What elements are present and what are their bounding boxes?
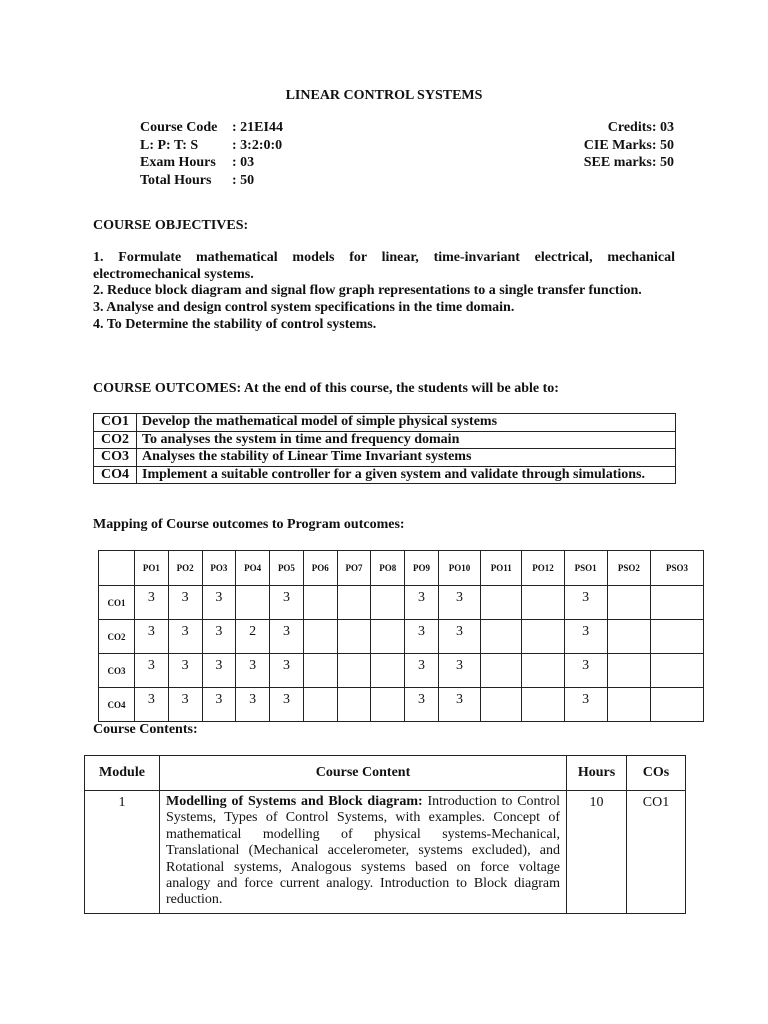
mapping-cell: 3	[564, 586, 607, 620]
mapping-row	[99, 586, 704, 620]
mapping-cell	[303, 586, 337, 620]
hours-header: Hours	[567, 756, 627, 791]
mapping-cell	[236, 586, 270, 620]
mapping-header-cell: PO8	[371, 551, 405, 586]
mapping-header-cell: PO7	[337, 551, 371, 586]
contents-header-row	[85, 756, 686, 791]
info-value: : 50	[232, 172, 255, 188]
info-value: : 21EI44	[232, 120, 283, 135]
mapping-cell: 3	[270, 654, 304, 688]
mapping-cell: 3	[564, 620, 607, 654]
course-info-right	[584, 119, 674, 172]
mapping-cell	[522, 620, 564, 654]
mapping-cell	[651, 654, 704, 688]
objective-item: 1. Formulate mathematical models for linear, time-invariant electrical, mechanical electromechanical systems.	[93, 250, 675, 282]
mapping-row-label: CO4	[99, 688, 135, 722]
info-label: Total Hours	[140, 172, 212, 188]
mapping-header-cell: PSO2	[607, 551, 650, 586]
cie-marks-text: CIE Marks: 50	[583, 137, 674, 153]
mapping-cell: 3	[438, 688, 480, 722]
info-row-course-code	[140, 119, 283, 137]
mapping-cell	[651, 586, 704, 620]
mapping-cell	[481, 688, 522, 722]
mapping-heading: Mapping of Course outcomes to Program outcomes:	[93, 517, 405, 532]
outcome-code: CO2	[94, 431, 137, 449]
credits-text: Credits: 03	[607, 120, 674, 135]
mapping-header-cell: PSO3	[651, 551, 704, 586]
course-outcomes-table	[93, 413, 676, 484]
course-contents-table	[84, 755, 686, 914]
mapping-cell	[371, 688, 405, 722]
co-po-mapping-table	[98, 550, 704, 722]
outcome-code: CO3	[94, 449, 137, 467]
mapping-cell	[522, 688, 564, 722]
mapping-cell	[607, 586, 650, 620]
module-hours: 10	[567, 791, 627, 914]
mapping-cell	[303, 620, 337, 654]
mapping-cell: 3	[135, 654, 169, 688]
outcome-text: To analyses the system in time and frequency domain	[137, 431, 676, 449]
mapping-cell: 3	[270, 688, 304, 722]
mapping-header-cell: PO4	[236, 551, 270, 586]
mapping-cell	[607, 620, 650, 654]
contents-heading: Course Contents:	[93, 722, 198, 737]
mapping-cell: 3	[564, 688, 607, 722]
info-label: L: P: T: S	[140, 137, 199, 153]
mapping-header-cell: PO3	[202, 551, 236, 586]
mapping-cell: 3	[438, 654, 480, 688]
mapping-cell	[303, 688, 337, 722]
mapping-row	[99, 620, 704, 654]
mapping-cell: 3	[168, 688, 202, 722]
outcome-row	[94, 449, 676, 467]
mapping-cell: 3	[438, 586, 480, 620]
mapping-cell: 3	[168, 586, 202, 620]
mapping-header-cell: PO9	[405, 551, 439, 586]
outcome-row	[94, 466, 676, 484]
mapping-header-cell: PO12	[522, 551, 564, 586]
mapping-header-cell: PO5	[270, 551, 304, 586]
outcome-text: Analyses the stability of Linear Time Invariant systems	[137, 449, 676, 467]
mapping-cell	[371, 620, 405, 654]
outcome-row	[94, 414, 676, 432]
objective-item: 2. Reduce block diagram and signal flow graph representations to a single transfer function.	[93, 283, 642, 299]
mapping-header-cell: PO11	[481, 551, 522, 586]
info-label: Exam Hours	[140, 155, 216, 170]
mapping-cell: 3	[202, 586, 236, 620]
outcome-code: CO4	[94, 466, 137, 484]
mapping-cell: 3	[270, 586, 304, 620]
mapping-cell: 3	[202, 654, 236, 688]
mapping-cell: 3	[168, 620, 202, 654]
mapping-cell	[522, 654, 564, 688]
cos-header: COs	[627, 756, 686, 791]
mapping-header-cell: PSO1	[564, 551, 607, 586]
mapping-cell: 3	[202, 620, 236, 654]
module-content	[160, 791, 567, 914]
objectives-list	[93, 250, 675, 334]
mapping-row-label: CO2	[99, 620, 135, 654]
objective-item: 4. To Determine the stability of control systems.	[93, 316, 377, 332]
mapping-cell: 3	[270, 620, 304, 654]
info-row-exam-hours	[140, 154, 283, 172]
info-row-total-hours	[140, 172, 283, 190]
mapping-cell	[607, 688, 650, 722]
mapping-cell: 3	[135, 688, 169, 722]
mapping-cell	[371, 654, 405, 688]
mapping-cell	[371, 586, 405, 620]
module-cos: CO1	[627, 791, 686, 914]
mapping-cell: 3	[405, 620, 439, 654]
mapping-cell: 3	[438, 620, 480, 654]
mapping-cell	[337, 620, 371, 654]
mapping-cell	[481, 586, 522, 620]
mapping-cell	[522, 586, 564, 620]
course-title: LINEAR CONTROL SYSTEMS	[285, 88, 483, 103]
mapping-cell	[607, 654, 650, 688]
mapping-corner-cell	[99, 551, 135, 586]
module-content-title: Modelling of Systems and Block diagram:	[166, 794, 423, 809]
mapping-row-label: CO3	[99, 654, 135, 688]
outcome-text: Implement a suitable controller for a given system and validate through simulations.	[137, 466, 676, 484]
mapping-row-label: CO1	[99, 586, 135, 620]
outcome-text: Develop the mathematical model of simple physical systems	[137, 414, 676, 432]
mapping-header-cell: PO2	[168, 551, 202, 586]
see-marks-text: SEE marks: 50	[583, 155, 674, 170]
info-label: Course Code	[140, 120, 218, 135]
mapping-header-cell: PO1	[135, 551, 169, 586]
mapping-cell: 3	[202, 688, 236, 722]
mapping-cell: 3	[236, 688, 270, 722]
mapping-cell: 3	[564, 654, 607, 688]
content-header: Course Content	[160, 756, 567, 791]
module-header: Module	[85, 756, 160, 791]
mapping-cell: 3	[236, 654, 270, 688]
mapping-cell	[481, 620, 522, 654]
course-info-left	[140, 119, 283, 189]
objectives-heading: COURSE OBJECTIVES:	[93, 218, 249, 233]
mapping-cell: 3	[405, 654, 439, 688]
mapping-cell	[337, 586, 371, 620]
mapping-cell	[481, 654, 522, 688]
info-value: : 3:2:0:0	[232, 137, 283, 153]
mapping-cell	[651, 688, 704, 722]
mapping-cell	[337, 654, 371, 688]
mapping-cell	[337, 688, 371, 722]
mapping-cell: 3	[135, 620, 169, 654]
mapping-cell: 3	[405, 586, 439, 620]
outcome-code: CO1	[94, 414, 137, 432]
mapping-cell	[303, 654, 337, 688]
mapping-header-row	[99, 551, 704, 586]
outcome-row	[94, 431, 676, 449]
mapping-cell: 3	[168, 654, 202, 688]
mapping-cell: 2	[236, 620, 270, 654]
outcomes-heading: COURSE OUTCOMES: At the end of this course, the students will be able to:	[93, 381, 559, 396]
module-number: 1	[85, 791, 160, 914]
mapping-cell	[651, 620, 704, 654]
mapping-cell: 3	[135, 586, 169, 620]
info-row-lpts	[140, 137, 283, 155]
mapping-row	[99, 654, 704, 688]
mapping-header-cell: PO10	[438, 551, 480, 586]
module-content-text: Introduction to Control Systems, Types of Control Systems, with examples. Concept of mathematical modelling of physical systems-Mechanical, Translational (Mechanical accelerometer, systems excluded), and Rotational systems, Analogous systems based on force voltage analogy and force current analogy. Introduction to Block diagram reduction.	[166, 794, 560, 908]
info-value: : 03	[232, 155, 255, 170]
mapping-header-cell: PO6	[303, 551, 337, 586]
objective-item: 3. Analyse and design control system specifications in the time domain.	[93, 300, 515, 316]
mapping-row	[99, 688, 704, 722]
contents-row	[85, 791, 686, 914]
mapping-cell: 3	[405, 688, 439, 722]
